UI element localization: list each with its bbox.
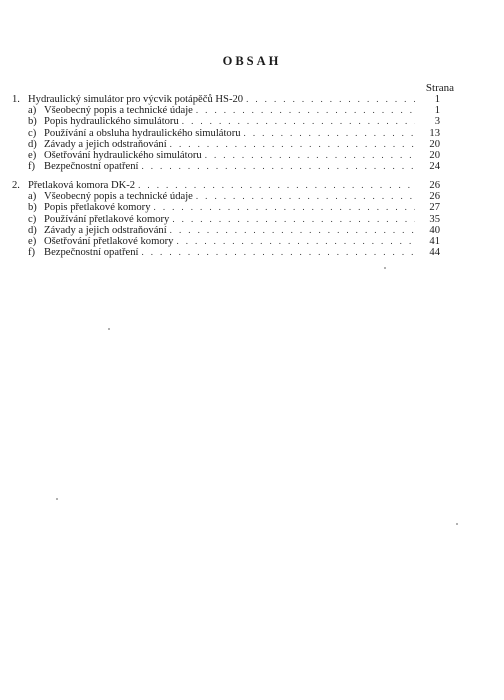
dot-leader (246, 94, 415, 105)
toc-entry (12, 150, 440, 161)
page-number: 3 (434, 116, 440, 128)
dot-leader (141, 247, 415, 258)
entry-letter: a) (28, 105, 37, 117)
entry-letter: b) (28, 202, 37, 214)
entry-title: Ošetřování hydraulického simulátoru (44, 149, 202, 161)
scan-speck (384, 267, 386, 269)
page-number: 20 (429, 138, 440, 150)
entry-letter: a) (28, 191, 37, 203)
page-number: 35 (429, 213, 440, 225)
entry-title: Všeobecný popis a technické údaje (44, 105, 193, 117)
toc-entry (12, 105, 440, 116)
entry-letter: d) (28, 224, 37, 236)
scan-speck (108, 328, 110, 330)
entry-title: Používání přetlakové komory (44, 213, 170, 225)
dot-leader (170, 225, 415, 236)
toc-entry (12, 139, 440, 150)
entry-title: Popis hydraulického simulátoru (44, 116, 179, 128)
toc-entry (12, 202, 440, 213)
toc-section-2 (12, 180, 440, 258)
toc-entry (12, 247, 440, 258)
toc-entry (12, 191, 440, 202)
page-number: 27 (429, 202, 440, 214)
dot-leader (154, 202, 415, 213)
page-number: 41 (429, 235, 440, 247)
page-number: 20 (429, 149, 440, 161)
toc-entry (12, 116, 440, 127)
dot-leader (170, 139, 415, 150)
dot-leader (244, 128, 415, 139)
entry-title: Bezpečnostní opatření (44, 247, 139, 259)
page-number: 13 (429, 127, 440, 139)
dot-leader (176, 236, 415, 247)
page-number: 40 (429, 224, 440, 236)
page-number: 1 (434, 94, 440, 105)
entry-letter: c) (28, 127, 37, 139)
scan-speck (56, 498, 58, 500)
toc-entry (12, 225, 440, 236)
page-column-header: Strana (425, 82, 454, 94)
page-number: 1 (434, 105, 440, 117)
entry-letter: d) (28, 138, 37, 150)
toc-section-heading (12, 180, 440, 191)
toc-entry (12, 214, 440, 225)
entry-letter: f) (28, 161, 36, 173)
entry-title: Používání a obsluha hydraulického simulátoru (44, 127, 241, 139)
dot-leader (172, 214, 415, 225)
entry-title: Závady a jejich odstraňování (44, 138, 167, 150)
page-number: 26 (429, 180, 440, 191)
section-title: Hydraulický simulátor pro výcvik potápěčů HS-20 (28, 94, 244, 105)
dot-leader (205, 150, 415, 161)
entry-letter: f) (28, 247, 36, 259)
entry-letter: e) (28, 149, 37, 161)
entry-title: Všeobecný popis a technické údaje (44, 191, 193, 203)
page-number: 26 (429, 191, 440, 203)
dot-leader (141, 161, 415, 172)
page-title: OBSAH (222, 54, 282, 68)
entry-letter: c) (28, 213, 37, 225)
entry-title: Bezpečnostní opatření (44, 161, 139, 173)
dot-leader (138, 180, 415, 191)
section-title: Přetlaková komora DK-2 (28, 180, 136, 191)
entry-title: Ošetřování přetlakové komory (44, 235, 174, 247)
toc-section-heading (12, 94, 440, 105)
entry-title: Popis přetlakové komory (44, 202, 151, 214)
page-number: 44 (429, 247, 440, 259)
dot-leader (196, 105, 415, 116)
entry-title: Závady a jejich odstraňování (44, 224, 167, 236)
toc-entry (12, 161, 440, 172)
dot-leader (182, 116, 415, 127)
toc-section-1 (12, 94, 440, 172)
entry-letter: e) (28, 235, 37, 247)
scan-speck (456, 523, 458, 525)
toc-entry (12, 236, 440, 247)
page-number: 24 (429, 161, 440, 173)
toc-entry (12, 128, 440, 139)
section-number: 2. (12, 180, 20, 191)
dot-leader (196, 191, 415, 202)
entry-letter: b) (28, 116, 37, 128)
section-number: 1. (12, 94, 20, 105)
